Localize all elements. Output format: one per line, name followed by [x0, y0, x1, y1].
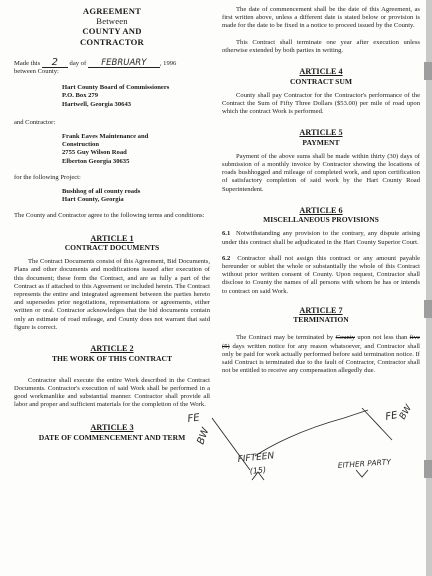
- scribble-line: [255, 410, 368, 456]
- article-6-p1-text: Notwithstanding any provision to the contrary, any dispute arising under this contract shall be adjudicated in the Hart County Superior Court.: [222, 230, 421, 246]
- article-7-rest: days written notice for any reason whatsoever, and Contractor shall only be paid for work actually performed before said termination notice. If said Contract is terminated due to the fault of Contractor, Contractor shall not be entitled to receive any compensation allegedly due.: [222, 342, 420, 375]
- article-2-heading: ARTICLE 2: [90, 344, 134, 354]
- scan-edge: [426, 0, 432, 576]
- title-line-1: AGREEMENT: [82, 6, 142, 16]
- contractor-address-line: Elberton Georgia 30635: [62, 157, 130, 165]
- article-6-p2-text: Contractor shall not assign this contract or any amount payable hereunder or sublet the whole or substantially the whole of this Contract without prior written consent of County. Upon request, Contractor shall disclose to County the names of all persons with whom he has or intends to contract on said Work.: [222, 254, 421, 295]
- contractor-address-line: Construction: [62, 141, 99, 149]
- made-mid: day of: [69, 59, 87, 67]
- project-line: Hart County, Georgia: [62, 196, 124, 204]
- contractor-address-line: Frank Eaves Maintenance and: [62, 133, 149, 141]
- scan-edge-mark: [424, 62, 432, 80]
- made-suffix: between County:: [14, 68, 59, 76]
- article-7-struck-days: five (5): [222, 334, 420, 350]
- title-line-4: CONTRACTOR: [80, 36, 144, 47]
- article-7-lead: The Contract may be terminated by: [236, 334, 334, 342]
- made-prefix: Made this: [14, 59, 41, 67]
- article-6-p1: [222, 230, 420, 246]
- handwritten-fifteen-num: (15): [249, 465, 267, 476]
- county-address: [14, 84, 210, 109]
- agree-text: The County and Contractor agree to the following terms and conditions:: [14, 212, 205, 220]
- title-line-3: COUNTY AND: [82, 26, 142, 37]
- article-2-title: THE WORK OF THIS CONTRACT: [51, 353, 173, 363]
- right-column: [222, 6, 420, 375]
- article-1-text: The Contract Documents consist of this Agreement, Bid Documents, Plans and other documents and modifications issued after execution of this document; these form the Contract, and are as fully a part of the Contract as if attached to this Agreement or included herein. The Contract represents the entire and integrated agreement between the parties hereto and supersedes prior negotiations, representations or agreements, either written or oral. Contractor acknowledges that the bid documents contain only an estimate of road mileage, and County does not warrant that said figure is correct.: [14, 258, 210, 331]
- title-line-2: Between: [96, 16, 128, 27]
- scan-edge-mark: [424, 460, 432, 478]
- initials-right-fe: FE: [384, 410, 399, 423]
- and-contractor: and Contractor:: [14, 118, 56, 126]
- left-column: [14, 6, 210, 442]
- county-address-line: P.O. Box 279: [62, 92, 99, 100]
- initials-left-fe: FE: [186, 412, 201, 425]
- article-7-after-struck: upon: [357, 334, 371, 342]
- article-6-p2: [222, 255, 420, 296]
- scan-edge-mark: [424, 300, 432, 318]
- project-line: Bushhog of all county roads: [62, 188, 141, 196]
- article-7-not-less: not less than: [372, 334, 408, 342]
- made-year: , 1996: [159, 59, 177, 67]
- article-2-text: Contractor shall execute the entire Work described in the Contract Documents. Contractor's execution of said Work shall be performed in a good workmanlike and substantial manner. Contractor shall provide all labor and proper and sufficient materials for the completion of the Work.: [14, 376, 210, 409]
- article-3-title: DATE OF COMMENCEMENT AND TERM: [38, 433, 186, 443]
- scribble-line: [212, 418, 250, 470]
- scribble-line: [362, 408, 392, 440]
- caret-mark: [356, 470, 368, 477]
- made-month: FEBRUARY: [88, 59, 160, 68]
- article-1-title: CONTRACT DOCUMENTS: [64, 243, 160, 253]
- contractor-address: [14, 133, 210, 166]
- article-7-title: TERMINATION: [293, 315, 349, 325]
- article-7-struck-county: County: [335, 334, 355, 342]
- made-day: 2: [42, 59, 68, 68]
- article-3-text-b: This Contract shall terminate one year after execution unless otherwise extended by both parties in writing.: [222, 38, 420, 54]
- article-4-title: CONTRACT SUM: [289, 76, 353, 86]
- article-6-title: MISCELLANEOUS PROVISIONS: [263, 215, 379, 225]
- article-5-heading: ARTICLE 5: [299, 128, 343, 138]
- article-6-p2-number: 6.2: [222, 254, 231, 262]
- article-3-heading: ARTICLE 3: [90, 423, 134, 433]
- county-address-line: Hartwell, Georgia 30643: [62, 100, 132, 108]
- article-4-text: County shall pay Contractor for the Contractor's performance of the Contract the Sum of Fifty Three Dollars ($53.00) per mile of road upon which the contract Work is performed.: [222, 91, 420, 116]
- initials-right-bw: BW: [397, 403, 415, 422]
- article-5-text: Payment of the above sums shall be made within thirty (30) days of submission of a monthly invoice by Contractor showing the locations of roads bushhogged and mileage of completed work, and upon certification of satisfactory completion of said work by the Hart County Road Superintendent.: [222, 152, 420, 193]
- article-7-heading: ARTICLE 7: [299, 305, 343, 315]
- article-7-text: [222, 334, 420, 375]
- article-6-p1-number: 6.1: [222, 230, 231, 238]
- for-project: for the following Project:: [14, 173, 81, 181]
- initials-left-bw: BW: [195, 426, 212, 447]
- article-4-heading: ARTICLE 4: [299, 67, 343, 77]
- handwritten-fifteen: FIFTEEN: [237, 451, 275, 465]
- made-line: [14, 56, 210, 68]
- article-1-heading: ARTICLE 1: [90, 233, 134, 243]
- county-address-line: Hart County Board of Commissioners: [62, 84, 170, 92]
- article-6-heading: ARTICLE 6: [299, 205, 343, 215]
- handwritten-either-party: EITHER PARTY: [337, 457, 392, 470]
- project: [14, 188, 210, 204]
- caret-mark: [252, 472, 264, 480]
- article-3-text-a: The date of commencement shall be the date of this Agreement, as first written above, unless a different date is stated below or provision is made for the date to be fixed in a notice to proceed issued by the County.: [222, 6, 420, 30]
- article-5-title: PAYMENT: [302, 137, 340, 147]
- contractor-address-line: 2755 Guy Wilson Road: [62, 149, 127, 157]
